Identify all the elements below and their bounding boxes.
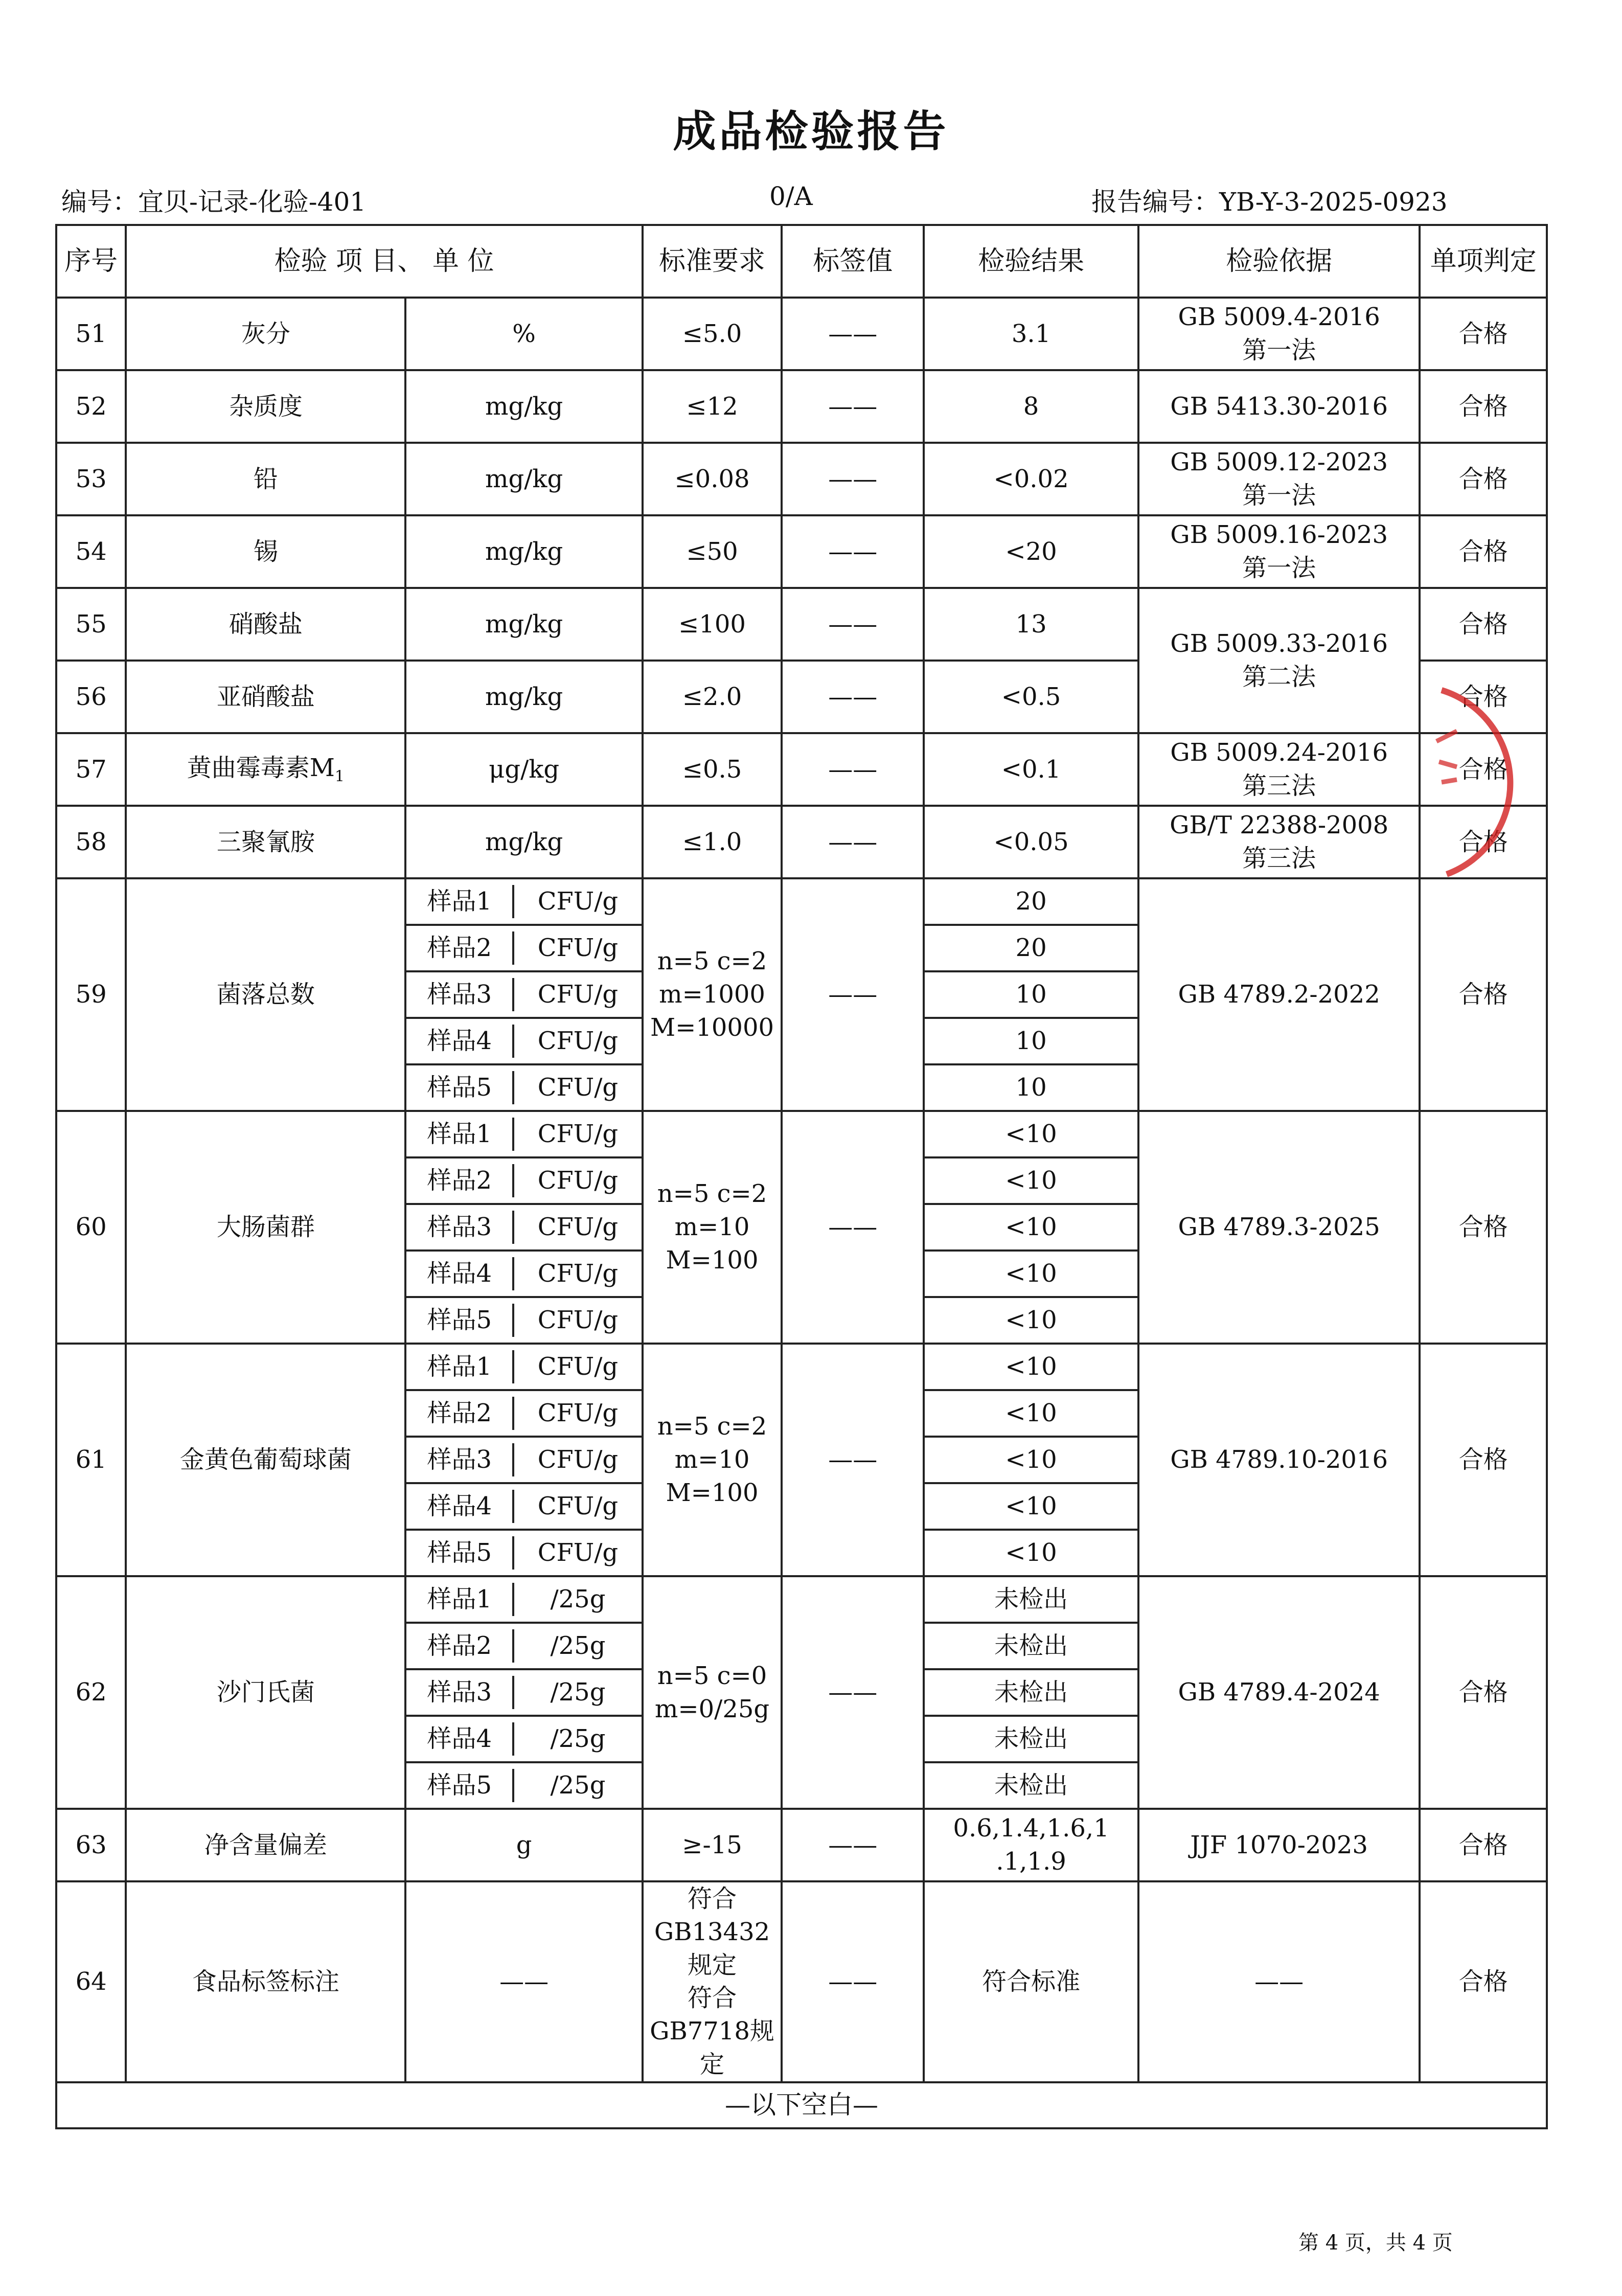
test-basis — [1138, 370, 1420, 443]
standard-requirement — [643, 1809, 782, 1881]
test-basis — [1138, 515, 1420, 588]
row-number: 62 — [56, 1576, 126, 1809]
verdict: 合格 — [1420, 298, 1547, 370]
standard-requirement: ≤12 — [643, 370, 782, 443]
sample-cell — [405, 1204, 642, 1251]
unit: mg/kg — [405, 588, 642, 661]
standard-requirement: ≤0.08 — [643, 443, 782, 515]
verdict: 合格 — [1420, 370, 1547, 443]
cell-line: 符合标准 — [982, 1967, 1081, 1996]
item-name: 黄曲霉毒素M — [187, 753, 335, 782]
sample-cell — [405, 1437, 642, 1483]
test-result: <10 — [924, 1390, 1138, 1437]
sample-name: 样品2 — [406, 931, 514, 965]
verdict: 合格 — [1420, 806, 1547, 878]
verdict: 合格 — [1420, 1344, 1547, 1576]
sample-unit: /25g — [550, 1771, 606, 1800]
test-result: 3.1 — [924, 298, 1138, 370]
sample-name: 样品5 — [406, 1304, 514, 1337]
test-result: 20 — [924, 925, 1138, 971]
sample-cell — [405, 1297, 642, 1344]
test-item: 大肠菌群 — [126, 1111, 405, 1344]
test-result: <0.1 — [924, 733, 1138, 806]
item-subscript: 1 — [334, 767, 345, 786]
sample-name: 样品1 — [406, 1583, 514, 1616]
sample-name: 样品4 — [406, 1722, 514, 1756]
sample-name: 样品5 — [406, 1536, 514, 1570]
cell-line: .1,1.9 — [996, 1847, 1066, 1876]
test-basis: GB 4789.3-2025 — [1138, 1111, 1420, 1344]
verdict: 合格 — [1420, 733, 1547, 806]
row-number: 64 — [56, 1881, 126, 2082]
test-result — [924, 1881, 1138, 2082]
sample-unit: CFU/g — [537, 1213, 619, 1242]
test-item: 灰分 — [126, 298, 405, 370]
cell-line: m=0/25g — [654, 1694, 770, 1723]
sample-unit: CFU/g — [537, 1166, 619, 1195]
sample-name: 样品4 — [406, 1025, 514, 1058]
sample-name: 样品2 — [406, 1629, 514, 1663]
table-row — [56, 1111, 1547, 1157]
cell-line: 第三法 — [1242, 844, 1316, 873]
verdict: 合格 — [1420, 878, 1547, 1111]
unit: μg/kg — [405, 733, 642, 806]
sample-cell — [405, 1576, 642, 1623]
verdict: 合格 — [1420, 1111, 1547, 1344]
version: 0/A — [769, 181, 813, 211]
test-item: 硝酸盐 — [126, 588, 405, 661]
test-result: <10 — [924, 1530, 1138, 1576]
standard-requirement — [643, 1111, 782, 1344]
report-number: 报告编号：YB-Y-3-2025-0923 — [1091, 187, 1448, 217]
test-result: 未检出 — [924, 1576, 1138, 1623]
verdict: 合格 — [1420, 515, 1547, 588]
test-result: 10 — [924, 971, 1138, 1018]
sample-unit: /25g — [550, 1678, 606, 1707]
test-basis — [1138, 806, 1420, 878]
page-footer: 第 4 页，共 4 页 — [1298, 2231, 1453, 2255]
sample-unit: CFU/g — [537, 980, 619, 1009]
row-number: 54 — [56, 515, 126, 588]
label-value: —— — [782, 515, 924, 588]
sample-unit: CFU/g — [537, 1492, 619, 1521]
label-value: —— — [782, 1809, 924, 1881]
table-row — [56, 806, 1547, 878]
standard-requirement: ≤1.0 — [643, 806, 782, 878]
test-item: 锡 — [126, 515, 405, 588]
test-item: 铅 — [126, 443, 405, 515]
unit: g — [405, 1809, 642, 1881]
test-item: 菌落总数 — [126, 878, 405, 1111]
sample-cell — [405, 925, 642, 971]
test-result: <10 — [924, 1251, 1138, 1297]
cell-line: 第一法 — [1242, 554, 1316, 582]
cell-line: m=10 M=100 — [666, 1445, 759, 1507]
sample-name: 样品5 — [406, 1769, 514, 1802]
test-item: 沙门氏菌 — [126, 1576, 405, 1809]
sample-name: 样品3 — [406, 978, 514, 1011]
sample-unit: CFU/g — [537, 1073, 619, 1102]
sample-cell — [405, 1157, 642, 1204]
test-basis: GB 4789.10-2016 — [1138, 1344, 1420, 1576]
test-basis: —— — [1138, 1881, 1420, 2082]
standard-requirement — [643, 1881, 782, 2082]
label-value: —— — [782, 298, 924, 370]
test-item: 净含量偏差 — [126, 1809, 405, 1881]
cell-line: 0.6,1.4,1.6,1 — [953, 1814, 1109, 1843]
table-row — [56, 1344, 1547, 1390]
verdict: 合格 — [1420, 1576, 1547, 1809]
sample-unit: CFU/g — [537, 1538, 619, 1567]
cell-line: GB 5009.24-2016 — [1170, 738, 1388, 767]
cell-line: GB/T 22388-2008 — [1170, 811, 1389, 840]
row-number: 55 — [56, 588, 126, 661]
test-basis: GB 4789.2-2022 — [1138, 878, 1420, 1111]
test-result: 未检出 — [924, 1716, 1138, 1762]
test-result: <0.05 — [924, 806, 1138, 878]
column-header: 标准要求 — [643, 225, 782, 298]
sample-name: 样品3 — [406, 1211, 514, 1244]
standard-requirement: ≤5.0 — [643, 298, 782, 370]
unit: mg/kg — [405, 370, 642, 443]
test-item: 亚硝酸盐 — [126, 661, 405, 733]
sample-name: 样品5 — [406, 1071, 514, 1104]
sample-name: 样品2 — [406, 1397, 514, 1430]
sample-cell — [405, 1530, 642, 1576]
label-value: —— — [782, 1881, 924, 2082]
inspection-table — [55, 224, 1548, 2129]
test-result: 8 — [924, 370, 1138, 443]
sample-cell — [405, 1018, 642, 1064]
cell-line: GB 5009.16-2023 — [1170, 520, 1388, 550]
table-row — [56, 733, 1547, 806]
sample-cell — [405, 971, 642, 1018]
verdict: 合格 — [1420, 1809, 1547, 1881]
blank-note: —以下空白— — [56, 2082, 1547, 2128]
sample-cell — [405, 1762, 642, 1809]
column-header: 序号 — [56, 225, 126, 298]
unit: —— — [405, 1881, 642, 2082]
column-header: 标签值 — [782, 225, 924, 298]
cell-line: n=5 c=0 — [657, 1661, 767, 1690]
row-number: 53 — [56, 443, 126, 515]
label-value: —— — [782, 661, 924, 733]
test-result: <0.02 — [924, 443, 1138, 515]
table-row — [56, 1881, 1547, 2082]
sample-name: 样品1 — [406, 1350, 514, 1383]
label-value: —— — [782, 1576, 924, 1809]
cell-line: 第一法 — [1242, 481, 1316, 510]
test-result: 未检出 — [924, 1669, 1138, 1716]
sample-name: 样品2 — [406, 1164, 514, 1197]
cell-line: n=5 c=2 — [657, 1179, 767, 1209]
sample-name: 样品3 — [406, 1676, 514, 1709]
test-basis — [1138, 443, 1420, 515]
test-result: 20 — [924, 878, 1138, 925]
test-item: 三聚氰胺 — [126, 806, 405, 878]
sample-unit: CFU/g — [537, 1259, 619, 1288]
sample-unit: CFU/g — [537, 1120, 619, 1149]
table-row — [56, 443, 1547, 515]
unit: mg/kg — [405, 443, 642, 515]
cell-line: GB 5413.30-2016 — [1170, 392, 1388, 421]
column-header: 单项判定 — [1420, 225, 1547, 298]
verdict: 合格 — [1420, 443, 1547, 515]
table-row — [56, 298, 1547, 370]
row-number: 51 — [56, 298, 126, 370]
standard-requirement: ≤50 — [643, 515, 782, 588]
test-item: 金黄色葡萄球菌 — [126, 1344, 405, 1576]
standard-requirement — [643, 1344, 782, 1576]
test-result: <10 — [924, 1483, 1138, 1530]
table-row — [56, 588, 1547, 661]
sample-cell — [405, 1483, 642, 1530]
sample-unit: /25g — [550, 1585, 606, 1614]
row-number: 63 — [56, 1809, 126, 1881]
test-result: 10 — [924, 1064, 1138, 1111]
standard-requirement — [643, 1576, 782, 1809]
test-result: <10 — [924, 1157, 1138, 1204]
column-header: 检验依据 — [1138, 225, 1420, 298]
test-result: 未检出 — [924, 1623, 1138, 1669]
label-value: —— — [782, 733, 924, 806]
table-row — [56, 1809, 1547, 1881]
test-basis: GB 4789.4-2024 — [1138, 1576, 1420, 1809]
test-result — [924, 1809, 1138, 1881]
sample-unit: CFU/g — [537, 934, 619, 963]
test-item: 食品标签标注 — [126, 1881, 405, 2082]
unit: mg/kg — [405, 515, 642, 588]
test-basis: JJF 1070-2023 — [1138, 1809, 1420, 1881]
cell-line: 符合GB7718规定 — [650, 1984, 774, 2079]
test-result: <10 — [924, 1344, 1138, 1390]
test-item: 杂质度 — [126, 370, 405, 443]
sample-unit: CFU/g — [537, 1399, 619, 1428]
test-item — [126, 733, 405, 806]
cell-line: ≥-15 — [682, 1830, 742, 1859]
sample-cell — [405, 1390, 642, 1437]
label-value: —— — [782, 588, 924, 661]
sample-cell — [405, 1064, 642, 1111]
cell-line: n=5 c=2 — [657, 947, 767, 976]
sample-name: 样品4 — [406, 1257, 514, 1290]
standard-requirement: ≤0.5 — [643, 733, 782, 806]
table-header — [56, 225, 1547, 298]
table-row — [56, 878, 1547, 925]
cell-line: 第二法 — [1242, 663, 1316, 691]
cell-line: m=1000 M=10000 — [650, 980, 774, 1042]
cell-line: 第三法 — [1242, 771, 1316, 800]
row-number: 61 — [56, 1344, 126, 1576]
table-row — [56, 1576, 1547, 1623]
sample-unit: CFU/g — [537, 1445, 619, 1474]
test-result: 10 — [924, 1018, 1138, 1064]
verdict: 合格 — [1420, 1881, 1547, 2082]
row-number: 52 — [56, 370, 126, 443]
sample-name: 样品4 — [406, 1490, 514, 1523]
sample-cell — [405, 878, 642, 925]
sample-cell — [405, 1623, 642, 1669]
cell-line: n=5 c=2 — [657, 1412, 767, 1441]
report-title: 成品检验报告 — [673, 106, 949, 156]
unit: % — [405, 298, 642, 370]
label-value: —— — [782, 878, 924, 1111]
sample-unit: CFU/g — [537, 1027, 619, 1056]
record-code: 编号：宜贝-记录-化验-401 — [61, 187, 367, 217]
standard-requirement: ≤100 — [643, 588, 782, 661]
column-header: 检验 项 目、 单 位 — [126, 225, 643, 298]
sample-name: 样品1 — [406, 1118, 514, 1151]
sample-name: 样品3 — [406, 1443, 514, 1476]
label-value: —— — [782, 443, 924, 515]
verdict: 合格 — [1420, 661, 1547, 733]
cell-line: m=10 M=100 — [666, 1213, 759, 1275]
test-result: <10 — [924, 1437, 1138, 1483]
test-result: <10 — [924, 1204, 1138, 1251]
test-basis — [1138, 733, 1420, 806]
row-number: 56 — [56, 661, 126, 733]
test-result: <0.5 — [924, 661, 1138, 733]
test-result: <20 — [924, 515, 1138, 588]
test-result: <10 — [924, 1297, 1138, 1344]
sample-unit: /25g — [550, 1724, 606, 1754]
label-value: —— — [782, 806, 924, 878]
column-header: 检验结果 — [924, 225, 1138, 298]
sample-name: 样品1 — [406, 885, 514, 918]
row-number: 58 — [56, 806, 126, 878]
label-value: —— — [782, 370, 924, 443]
cell-line: GB 5009.33-2016 — [1170, 629, 1388, 658]
sample-cell — [405, 1716, 642, 1762]
row-number: 57 — [56, 733, 126, 806]
sample-cell — [405, 1669, 642, 1716]
unit: mg/kg — [405, 661, 642, 733]
row-number: 59 — [56, 878, 126, 1111]
row-number: 60 — [56, 1111, 126, 1344]
sample-unit: CFU/g — [537, 887, 619, 916]
cell-line: 符合GB13432规定 — [654, 1884, 770, 1980]
sample-cell — [405, 1251, 642, 1297]
test-result: 未检出 — [924, 1762, 1138, 1809]
table-row — [56, 2082, 1547, 2128]
test-result: 13 — [924, 588, 1138, 661]
cell-line: GB 5009.12-2023 — [1170, 448, 1388, 477]
verdict: 合格 — [1420, 588, 1547, 661]
sample-unit: CFU/g — [537, 1352, 619, 1381]
cell-line: 第一法 — [1242, 336, 1316, 365]
table-row — [56, 515, 1547, 588]
standard-requirement: ≤2.0 — [643, 661, 782, 733]
standard-requirement — [643, 878, 782, 1111]
table-row — [56, 370, 1547, 443]
test-basis — [1138, 298, 1420, 370]
sample-unit: CFU/g — [537, 1306, 619, 1335]
unit: mg/kg — [405, 806, 642, 878]
sample-unit: /25g — [550, 1631, 606, 1661]
inspection-stamp — [1426, 680, 1559, 884]
test-basis — [1138, 588, 1420, 733]
cell-line: GB 5009.4-2016 — [1178, 303, 1380, 332]
test-result: <10 — [924, 1111, 1138, 1157]
sample-cell — [405, 1111, 642, 1157]
sample-cell — [405, 1344, 642, 1390]
label-value: —— — [782, 1344, 924, 1576]
label-value: —— — [782, 1111, 924, 1344]
